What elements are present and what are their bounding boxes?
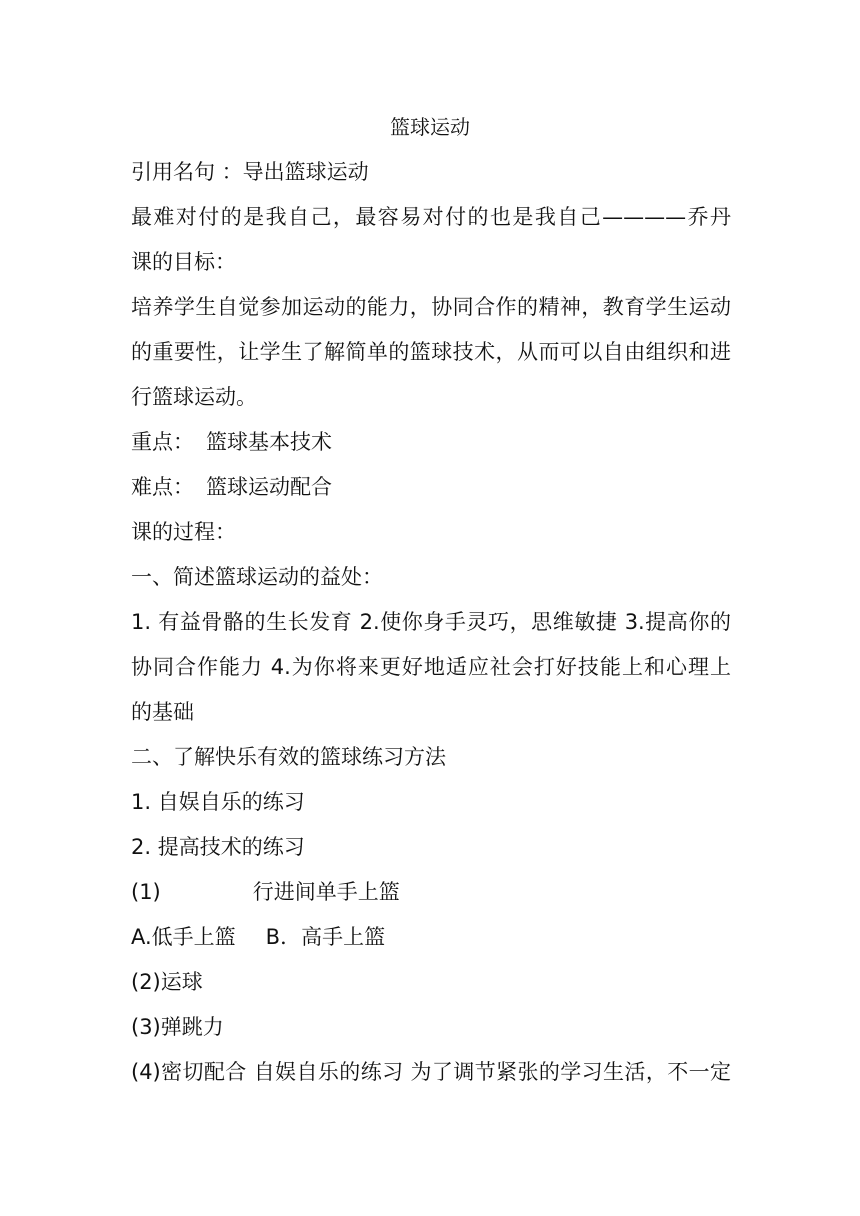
key-point-value: 篮球基本技术 (206, 430, 332, 454)
method-item: 1. 自娱自乐的练习 (131, 790, 305, 814)
sub-item: (4)密切配合 自娱自乐的练习 为了调节紧张的学习生活，不一定 (131, 1060, 731, 1084)
goal-line: 培养学生自觉参加运动的能力，协同合作的精神，教育学生运动 (131, 295, 731, 319)
option-a: A.低手上篮 (131, 925, 236, 949)
section-heading: 一、简述篮球运动的益处： (131, 565, 383, 589)
goal-line: 的重要性，让学生了解简单的篮球技术，从而可以自由组织和进 (131, 340, 731, 364)
sub-item-number: (1) (131, 880, 161, 904)
process-label: 课的过程： (131, 520, 236, 544)
difficulty-value: 篮球运动配合 (206, 475, 332, 499)
key-point-label: 重点： (131, 430, 194, 454)
document-title: 篮球运动 (390, 115, 470, 139)
difficulty-row (131, 472, 731, 502)
goal-label: 课的目标： (131, 250, 236, 274)
quote-text: 最难对付的是我自己，最容易对付的也是我自己————乔丹 (131, 205, 731, 229)
sub-item-row (131, 877, 731, 907)
benefit-line: 协同合作能力 4.为你将来更好地适应社会打好技能上和心理上 (131, 655, 731, 679)
sub-item-options (131, 922, 731, 952)
method-item: 2. 提高技术的练习 (131, 835, 305, 859)
quote-heading: 引用名句 ：导出篮球运动 (131, 160, 369, 184)
benefit-line: 的基础 (131, 700, 194, 724)
sub-item: (3)弹跳力 (131, 1015, 224, 1039)
option-b: B．高手上篮 (265, 925, 386, 949)
key-point-row (131, 427, 731, 457)
sub-item: (2)运球 (131, 970, 203, 994)
benefit-line: 1. 有益骨骼的生长发育 2.使你身手灵巧，思维敏捷 3.提高你的 (131, 610, 731, 634)
difficulty-label: 难点： (131, 475, 194, 499)
sub-item-text: 行进间单手上篮 (252, 880, 400, 904)
section-heading: 二、了解快乐有效的篮球练习方法 (131, 745, 446, 769)
goal-line: 行篮球运动。 (131, 385, 257, 409)
